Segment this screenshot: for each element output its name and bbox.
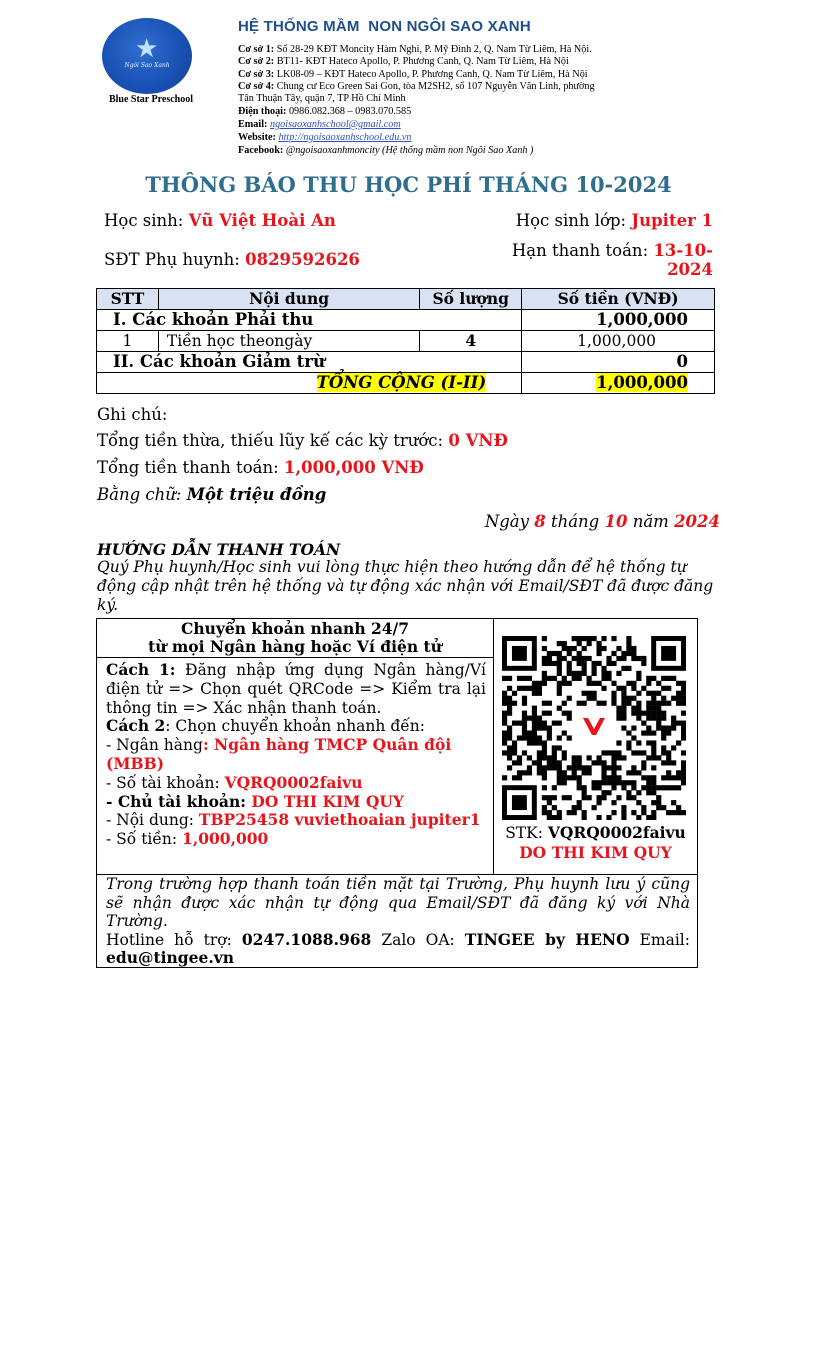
row-stt: 1: [97, 331, 159, 352]
col-header-quantity: Số lượng: [420, 289, 522, 310]
bank-name: - Ngân hàng: Ngân hàng TMCP Quân đội (MBB): [106, 735, 452, 773]
col-header-amount: Số tiền (VNĐ): [522, 289, 715, 310]
logo-caption: Blue Star Preschool: [108, 94, 194, 105]
payment-header: Chuyển khoản nhanh 24/7 từ mọi Ngân hàng hoặc Ví điện tử: [148, 619, 442, 656]
table-row: [97, 331, 715, 352]
address-line: Cơ sở 3: LK08-09 – KĐT Hateco Apollo, P. Phương Canh, Q. Nam Từ Liêm, Hà Nội: [238, 69, 588, 80]
star-icon: ★: [135, 34, 159, 64]
total-label: TỔNG CỘNG (I-II): [316, 373, 487, 392]
guide-title: HƯỚNG DẪN THANH TOÁN: [97, 540, 341, 559]
student-class: Học sinh lớp: Jupiter 1: [515, 211, 713, 230]
transfer-content: - Nội dung: TBP25458 vuviethoaian jupiter1: [106, 810, 481, 830]
address-line: Cơ sở 2: BT11- KĐT Hateco Apollo, P. Phương Canh, Q. Nam Từ Liêm, Hà Nội: [238, 56, 569, 67]
payment-box: [96, 618, 698, 968]
support-contacts: Hotline hỗ trợ: 0247.1088.968 Zalo OA: TINGEE by HENO Email: edu@tingee.vn: [106, 929, 690, 967]
guide-description: Quý Phụ huynh/Học sinh vui lòng thực hiện theo hướng dẫn để hệ thống tự động cập nhật trên hệ thống và tự động xác nhận với Email/SĐT đã được đăng ký.: [97, 558, 714, 614]
school-system-name: HỆ THỐNG MẦM NON NGÔI SAO XANH: [238, 18, 531, 35]
website-line: Website: http://ngoisaoxanhschool.edu.vn: [238, 132, 412, 143]
table-row: [97, 352, 715, 373]
issue-date: Ngày 8 tháng 10 năm 2024: [484, 512, 720, 531]
table-header-row: [97, 289, 715, 310]
table-row: [97, 310, 715, 331]
school-logo: [102, 18, 192, 94]
due-date: Hạn thanh toán: 13-10- 2024: [511, 241, 713, 279]
cash-payment-note: Trong trường hợp thanh toán tiền mặt tại Trường, Phụ huynh lưu ý cũng sẽ nhận được xác nhận tự động qua Email/SĐT đã đăng ký với Nhà Trường.: [106, 875, 690, 930]
row-quantity: 4: [420, 331, 522, 352]
section-deduction-label: II. Các khoản Giảm trừ: [97, 352, 522, 373]
total-amount-cell: [522, 373, 715, 394]
payment-steps: [106, 661, 486, 849]
step-2: Cách 2: Chọn chuyển khoản nhanh đến:: [106, 716, 425, 736]
fee-table: [96, 288, 715, 394]
total-label-cell: [97, 373, 522, 394]
page-title: THÔNG BÁO THU HỌC PHÍ THÁNG 10-2024: [145, 172, 672, 197]
col-header-stt: STT: [97, 289, 159, 310]
total-amount: 1,000,000: [596, 373, 688, 392]
account-number: - Số tài khoản: VQRQ0002faivu: [106, 772, 363, 792]
logo-text: Ngôi Sao Xanh: [124, 62, 170, 69]
carry-over: Tổng tiền thừa, thiếu lũy kế các kỳ trước: 0 VNĐ: [97, 431, 508, 450]
qr-account-info: STK: VQRQ0002faivu DO THI KIM QUY: [505, 823, 686, 862]
address-line: Tân Thuận Tây, quận 7, TP Hồ Chí Minh: [238, 93, 406, 104]
address-line: Cơ sở 1: Số 28-29 KĐT Moncity Hàm Nghi, P. Mỹ Đình 2, Q. Nam Từ Liêm, Hà Nội.: [238, 44, 592, 55]
section-receivable-amount: 1,000,000: [522, 310, 715, 331]
total-payment: Tổng tiền thanh toán: 1,000,000 VNĐ: [97, 458, 424, 477]
note-label: Ghi chú:: [97, 405, 168, 424]
phone-line: Điện thoại: 0986.082.368 – 0983.070.585: [238, 106, 412, 117]
parent-phone: SĐT Phụ huynh: 0829592626: [104, 250, 360, 269]
email-link[interactable]: ngoisaoxanhschool@gmail.com: [269, 119, 401, 130]
payment-qr-code: [502, 636, 686, 820]
col-header-content: Nội dung: [158, 289, 419, 310]
section-deduction-amount: 0: [522, 352, 715, 373]
student-name: Học sinh: Vũ Việt Hoài An: [104, 211, 336, 230]
section-receivable-label: I. Các khoản Phải thu: [97, 310, 522, 331]
row-amount: 1,000,000: [522, 331, 715, 352]
step-1: Cách 1: Đăng nhập ứng dụng Ngân hàng/Ví điện tử => Chọn quét QRCode => Kiểm tra lại thông tin => Xác nhận thanh toán.: [106, 660, 486, 717]
facebook-line: Facebook: @ngoisaoxanhmoncity (Hệ thống mầm non Ngôi Sao Xanh ): [238, 145, 534, 156]
website-link[interactable]: http://ngoisaoxanhschool.edu.vn: [278, 132, 412, 143]
support-email: edu@tingee.vn: [106, 948, 235, 967]
divider: [97, 657, 493, 658]
address-line: Cơ sở 4: Chung cư Eco Green Sai Gon, tòa M2SH2, số 107 Nguyễn Văn Linh, phường: [238, 81, 595, 92]
email-line: Email: ngoisaoxanhschool@gmail.com: [238, 119, 401, 130]
row-content: Tiền học theongày: [158, 331, 419, 352]
account-owner: - Chủ tài khoản: DO THI KIM QUY: [106, 791, 404, 811]
transfer-amount: - Số tiền: 1,000,000: [106, 829, 269, 849]
payment-footer: [106, 875, 690, 968]
table-total-row: [97, 373, 715, 394]
amount-in-words: Bằng chữ: Một triệu đồng: [97, 485, 327, 504]
